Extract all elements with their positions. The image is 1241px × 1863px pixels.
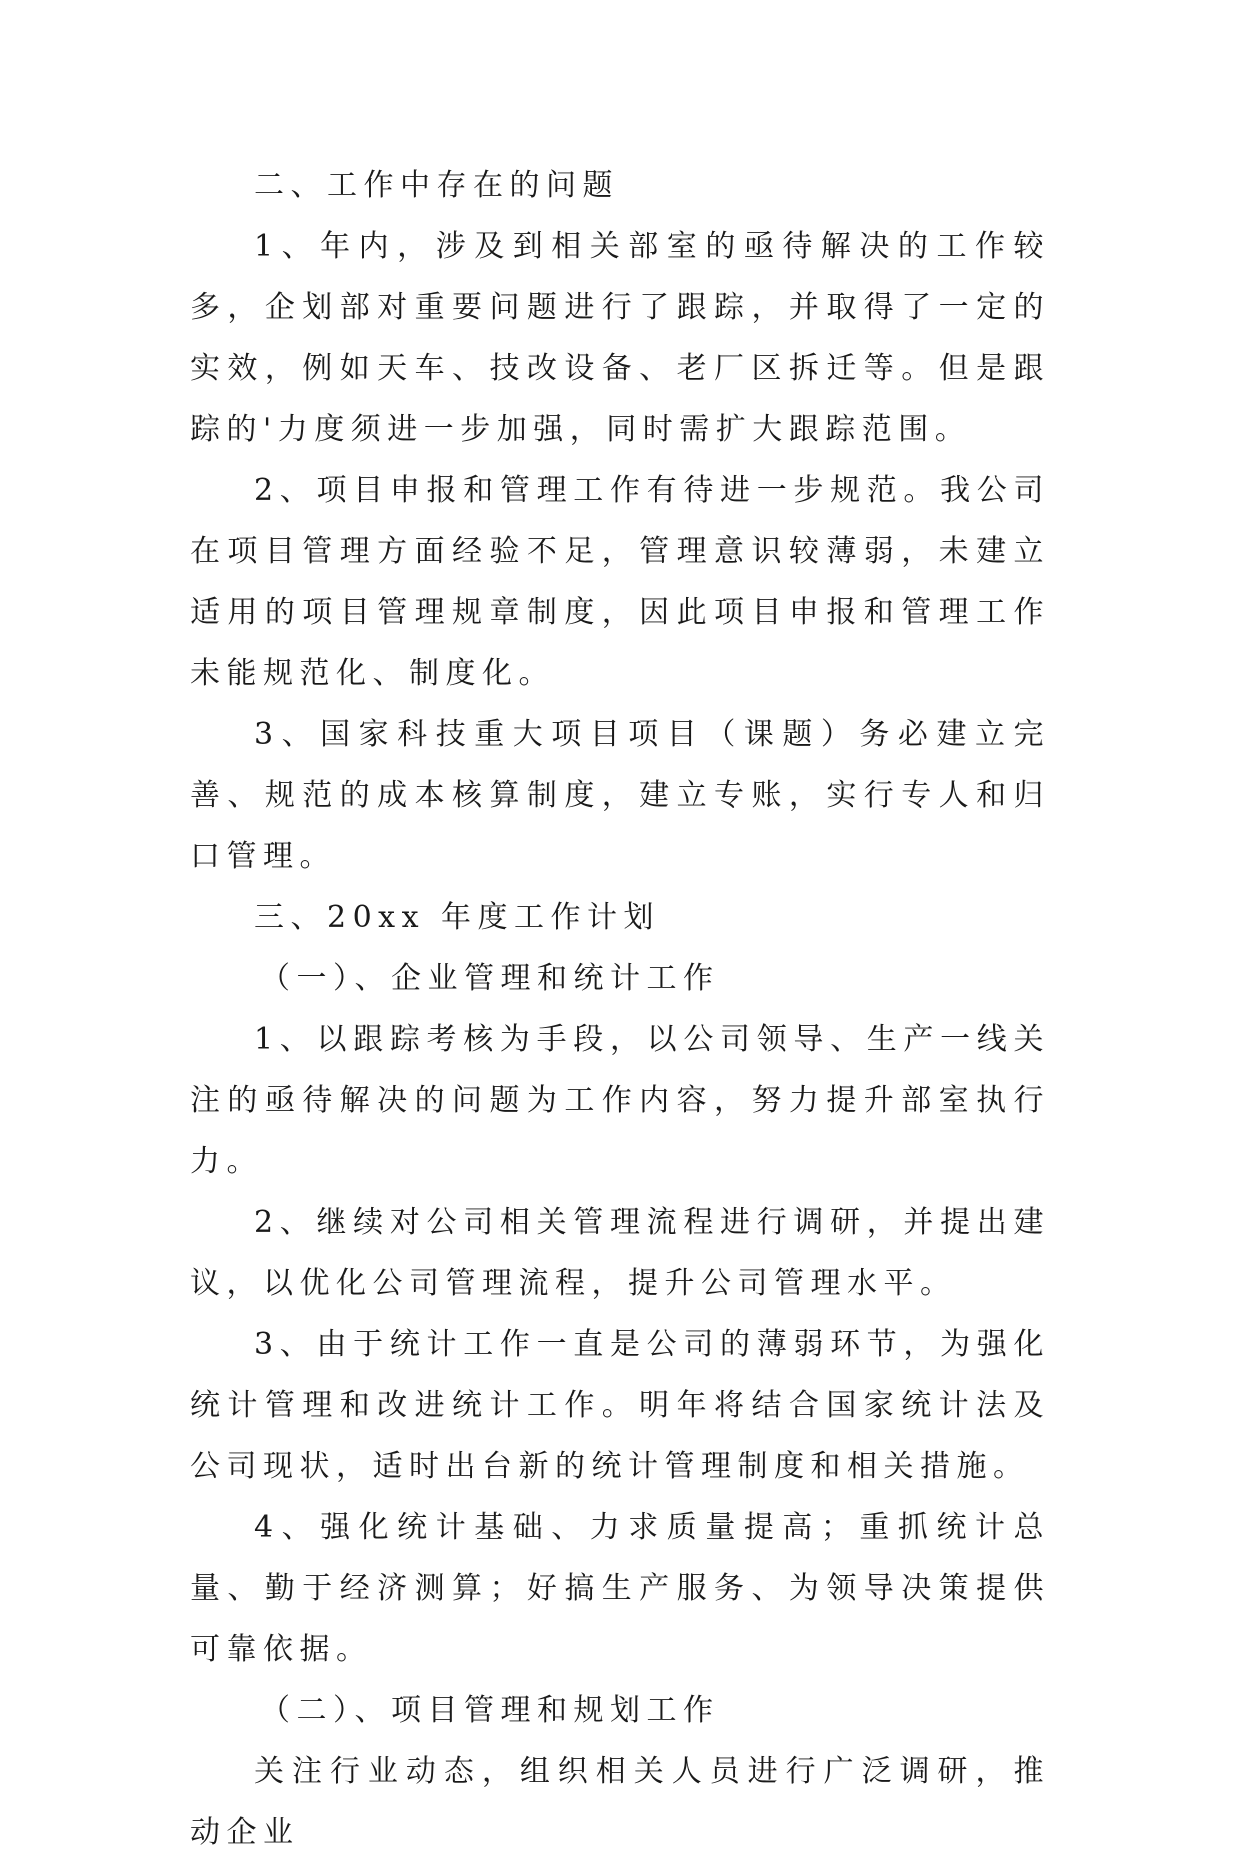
plan-paragraph-3: 3、由于统计工作一直是公司的薄弱环节，为强化统计管理和改进统计工作。明年将结合国家统计法及公司现状，适时出台新的统计管理制度和相关措施。 xyxy=(190,1327,1050,1484)
plan-paragraph-2: 2、继续对公司相关管理流程进行调研，并提出建议，以优化公司管理流程，提升公司管理水平。 xyxy=(190,1205,1050,1301)
problem-paragraph-3: 3、国家科技重大项目项目（课题）务必建立完善、规范的成本核算制度，建立专账，实行专人和归口管理。 xyxy=(190,717,1050,874)
document-body xyxy=(190,155,1050,1863)
plan-paragraph-4: 4、强化统计基础、力求质量提高；重抓统计总量、勤于经济测算；好搞生产服务、为领导决策提供可靠依据。 xyxy=(190,1510,1050,1667)
section-heading-problems: 二、工作中存在的问题 xyxy=(254,168,619,203)
problem-paragraph-2: 2、项目申报和管理工作有待进一步规范。我公司在项目管理方面经验不足，管理意识较薄弱，未建立适用的项目管理规章制度，因此项目申报和管理工作未能规范化、制度化。 xyxy=(190,473,1050,691)
plan-paragraph-1: 1、以跟踪考核为手段，以公司领导、生产一线关注的亟待解决的问题为工作内容，努力提升部室执行力。 xyxy=(190,1022,1050,1179)
section-heading-plan: 三、20xx 年度工作计划 xyxy=(254,900,661,935)
project-paragraph-intro: 关注行业动态，组织相关人员进行广泛调研，推动企业 xyxy=(190,1754,1050,1850)
subheading-management: （一）、企业管理和统计工作 xyxy=(260,961,720,996)
subheading-project: （二）、项目管理和规划工作 xyxy=(260,1693,720,1728)
problem-paragraph-1: 1、年内，涉及到相关部室的亟待解决的工作较多，企划部对重要问题进行了跟踪，并取得了一定的实效，例如天车、技改设备、老厂区拆迁等。但是跟踪的'力度须进一步加强，同时需扩大跟踪范围。 xyxy=(190,229,1050,447)
